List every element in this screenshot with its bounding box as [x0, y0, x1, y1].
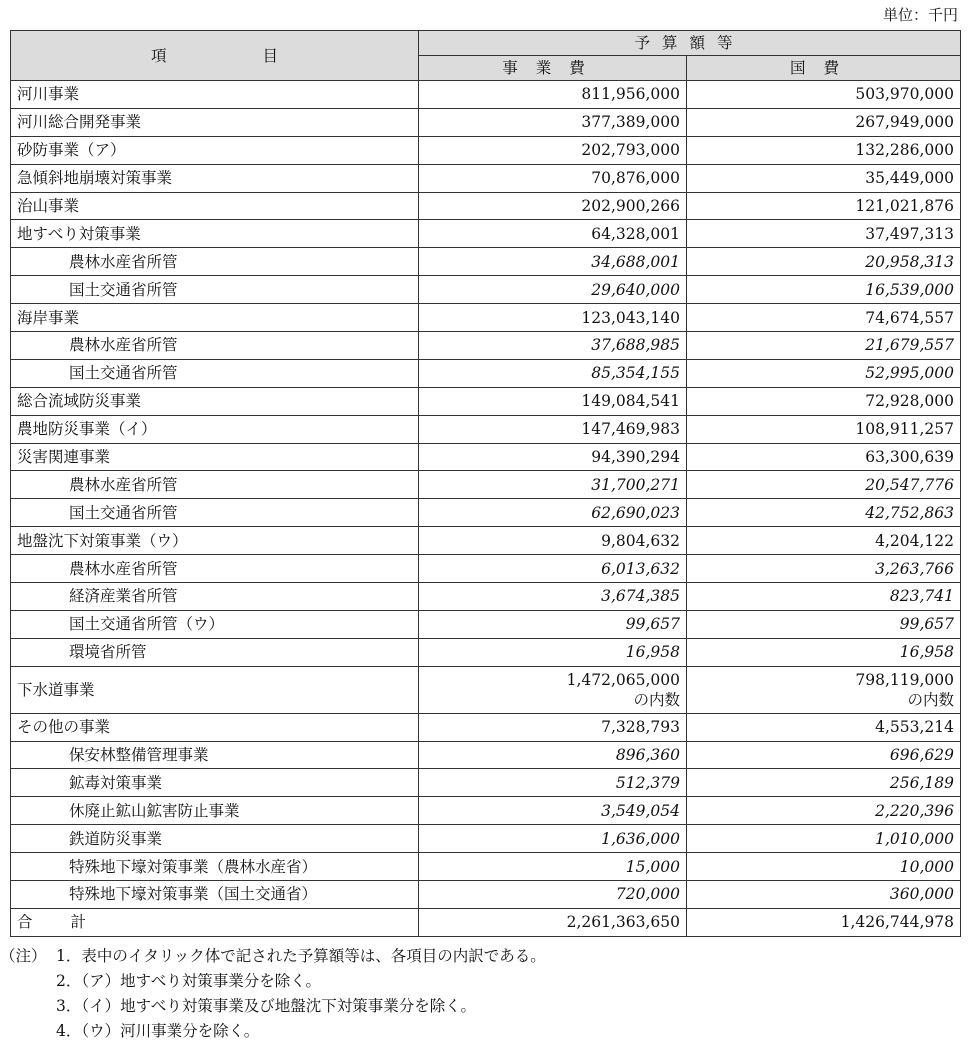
value-note: の内数	[633, 690, 680, 709]
row-project-cost: 7,328,793	[419, 713, 687, 741]
table-row	[11, 741, 961, 769]
row-project-cost: 99,657	[419, 610, 687, 638]
table-row	[11, 853, 961, 881]
row-item-name: 災害関連事業	[11, 443, 419, 471]
table-row	[11, 499, 961, 527]
row-item-name: 河川事業	[11, 81, 419, 109]
row-national-cost: 10,000	[687, 853, 961, 881]
unit-label: 単位：千円	[882, 6, 958, 24]
row-national-cost: 132,286,000	[687, 136, 961, 164]
row-item-name: 保安林整備管理事業	[11, 741, 419, 769]
budget-table	[10, 30, 961, 937]
table-row	[11, 610, 961, 638]
row-project-cost: 896,360	[419, 741, 687, 769]
row-item-name: 国土交通省所管	[11, 276, 419, 304]
row-item-name: その他の事業	[11, 713, 419, 741]
row-national-cost: 63,300,639	[687, 443, 961, 471]
header-project-cost: 事業費	[419, 56, 687, 81]
note-item	[0, 1019, 546, 1044]
row-national-cost: 108,911,257	[687, 415, 961, 443]
header-item	[11, 31, 419, 81]
table-row	[11, 81, 961, 109]
total-label	[11, 908, 419, 936]
table-body	[11, 81, 961, 937]
table-row	[11, 713, 961, 741]
table-row	[11, 108, 961, 136]
row-national-cost: 121,021,876	[687, 192, 961, 220]
row-national-cost: 267,949,000	[687, 108, 961, 136]
value-text: 798,119,000	[855, 670, 955, 689]
table-row	[11, 164, 961, 192]
table-row	[11, 638, 961, 666]
table-row	[11, 248, 961, 276]
row-national-cost: 99,657	[687, 610, 961, 638]
row-item-name: 環境省所管	[11, 638, 419, 666]
table-row	[11, 359, 961, 387]
row-item-name: 農林水産省所管	[11, 248, 419, 276]
table-row	[11, 825, 961, 853]
row-item-name: 地すべり対策事業	[11, 220, 419, 248]
total-national-cost: 1,426,744,978	[687, 908, 961, 936]
row-national-cost: 256,189	[687, 769, 961, 797]
table-row	[11, 220, 961, 248]
row-national-cost: 503,970,000	[687, 81, 961, 109]
row-item-name: 海岸事業	[11, 304, 419, 332]
row-national-cost: 360,000	[687, 881, 961, 909]
total-label-char-1: 合	[17, 913, 33, 932]
row-national-cost: 20,958,313	[687, 248, 961, 276]
row-item-name: 鉱毒対策事業	[11, 769, 419, 797]
row-project-cost: 16,958	[419, 638, 687, 666]
table-row	[11, 583, 961, 611]
table-row-total	[11, 908, 961, 936]
header-item-char-1: 項	[150, 46, 167, 65]
table-row	[11, 769, 961, 797]
row-item-name: 休廃止鉱山鉱害防止事業	[11, 797, 419, 825]
row-national-cost: 16,539,000	[687, 276, 961, 304]
note-text: 3．（イ）地すべり対策事業及び地盤沈下対策事業分を除く。	[56, 997, 476, 1015]
row-item-name: 特殊地下壕対策事業（農林水産省）	[11, 853, 419, 881]
row-project-cost: 3,674,385	[419, 583, 687, 611]
row-national-cost: 52,995,000	[687, 359, 961, 387]
row-project-cost: 123,043,140	[419, 304, 687, 332]
table-row	[11, 555, 961, 583]
row-national-cost: 696,629	[687, 741, 961, 769]
row-item-name: 鉄道防災事業	[11, 825, 419, 853]
row-project-cost: 202,793,000	[419, 136, 687, 164]
row-item-name: 国土交通省所管	[11, 499, 419, 527]
note-item	[0, 969, 546, 994]
header-national-cost: 国費	[687, 56, 961, 81]
row-project-cost: 512,379	[419, 769, 687, 797]
row-national-cost: 74,674,557	[687, 304, 961, 332]
note-text: 1．表中のイタリック体で記された予算額等は、各項目の内訳である。	[56, 947, 546, 965]
row-national-cost: 37,497,313	[687, 220, 961, 248]
row-item-name: 経済産業省所管	[11, 583, 419, 611]
table-row	[11, 443, 961, 471]
row-national-cost: 16,958	[687, 638, 961, 666]
row-item-name: 治山事業	[11, 192, 419, 220]
row-project-cost: 202,900,266	[419, 192, 687, 220]
row-project-cost: 64,328,001	[419, 220, 687, 248]
row-national-cost: 4,553,214	[687, 713, 961, 741]
row-project-cost: 34,688,001	[419, 248, 687, 276]
table-row	[11, 276, 961, 304]
total-label-char-2: 計	[70, 913, 87, 932]
row-project-cost: 29,640,000	[419, 276, 687, 304]
row-item-name: 総合流域防災事業	[11, 387, 419, 415]
row-national-cost: 42,752,863	[687, 499, 961, 527]
row-project-cost: 811,956,000	[419, 81, 687, 109]
header-budget-group: 予算額等	[419, 31, 961, 56]
row-item-name: 砂防事業（ア）	[11, 136, 419, 164]
row-project-cost: 9,804,632	[419, 527, 687, 555]
row-project-cost: 1,636,000	[419, 825, 687, 853]
table-row-sewer	[11, 666, 961, 713]
row-national-cost: 20,547,776	[687, 471, 961, 499]
table-row	[11, 332, 961, 360]
total-project-cost: 2,261,363,650	[419, 908, 687, 936]
row-national-cost	[687, 666, 961, 713]
row-item-name: 農地防災事業（イ）	[11, 415, 419, 443]
row-national-cost: 4,204,122	[687, 527, 961, 555]
table-row	[11, 387, 961, 415]
row-national-cost: 35,449,000	[687, 164, 961, 192]
note-item	[0, 994, 546, 1019]
table-header	[11, 31, 961, 81]
row-item-name: 農林水産省所管	[11, 555, 419, 583]
row-project-cost: 147,469,983	[419, 415, 687, 443]
row-project-cost: 6,013,632	[419, 555, 687, 583]
row-national-cost: 72,928,000	[687, 387, 961, 415]
row-project-cost: 70,876,000	[419, 164, 687, 192]
note-item	[0, 944, 546, 969]
row-project-cost: 720,000	[419, 881, 687, 909]
row-item-name: 急傾斜地崩壊対策事業	[11, 164, 419, 192]
row-item-name: 農林水産省所管	[11, 471, 419, 499]
row-project-cost: 94,390,294	[419, 443, 687, 471]
table-row	[11, 527, 961, 555]
table-row	[11, 797, 961, 825]
note-text: 4．（ウ）河川事業分を除く。	[56, 1022, 260, 1040]
table-row	[11, 471, 961, 499]
row-item-name: 地盤沈下対策事業（ウ）	[11, 527, 419, 555]
row-item-name: 河川総合開発事業	[11, 108, 419, 136]
value-note: の内数	[907, 690, 955, 709]
table-row	[11, 192, 961, 220]
row-project-cost: 62,690,023	[419, 499, 687, 527]
row-project-cost: 15,000	[419, 853, 687, 881]
header-item-char-2: 目	[262, 46, 279, 65]
row-item-name: 国土交通省所管	[11, 359, 419, 387]
row-project-cost: 3,549,054	[419, 797, 687, 825]
table-row	[11, 136, 961, 164]
table-row	[11, 415, 961, 443]
row-national-cost: 823,741	[687, 583, 961, 611]
row-project-cost: 377,389,000	[419, 108, 687, 136]
row-national-cost: 2,220,396	[687, 797, 961, 825]
note-lead: （注）	[0, 947, 47, 965]
row-project-cost	[419, 666, 687, 713]
note-text: 2．（ア）地すべり対策事業分を除く。	[56, 972, 321, 990]
row-national-cost: 21,679,557	[687, 332, 961, 360]
row-national-cost: 1,010,000	[687, 825, 961, 853]
table-row	[11, 881, 961, 909]
row-project-cost: 149,084,541	[419, 387, 687, 415]
row-item-name: 特殊地下壕対策事業（国土交通省）	[11, 881, 419, 909]
row-project-cost: 85,354,155	[419, 359, 687, 387]
value-text: 1,472,065,000	[566, 670, 680, 689]
table-row	[11, 304, 961, 332]
row-item-name: 下水道事業	[11, 666, 419, 713]
row-project-cost: 31,700,271	[419, 471, 687, 499]
row-project-cost: 37,688,985	[419, 332, 687, 360]
row-national-cost: 3,263,766	[687, 555, 961, 583]
row-item-name: 農林水産省所管	[11, 332, 419, 360]
notes	[0, 944, 546, 1044]
row-item-name: 国土交通省所管（ウ）	[11, 610, 419, 638]
